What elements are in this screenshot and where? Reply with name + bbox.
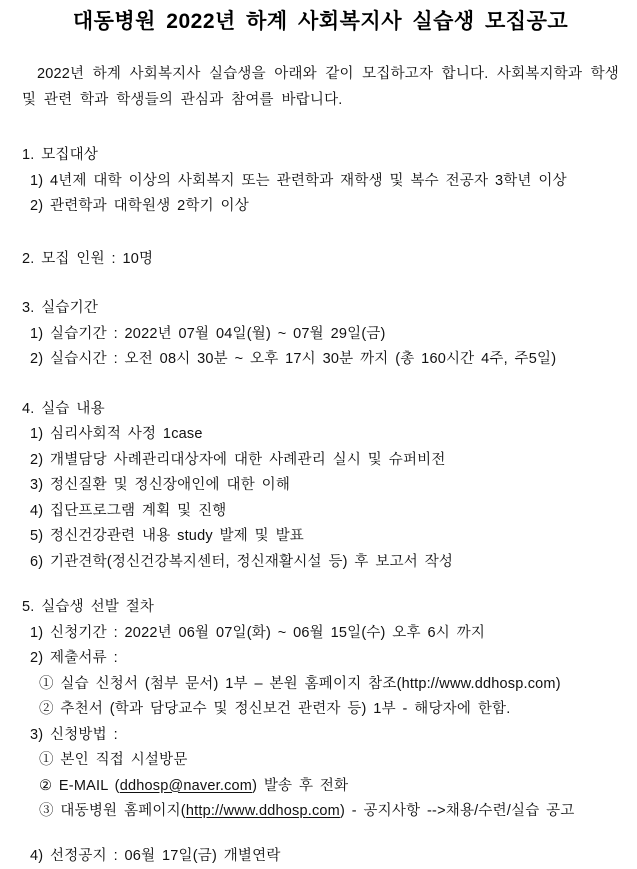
method-label-line: 3) 신청방법 : [22,723,619,749]
homepage-link[interactable]: http://www.ddhosp.com [186,803,340,819]
list-item: 5) 정신건강관련 내용 study 발제 및 발표 [22,524,619,550]
section-heading: 1. 모집대상 [22,143,619,169]
homepage-suffix-text: ) - 공지사항 -->채용/수련/실습 공고 [340,803,575,819]
document-item: ① 실습 신청서 (첨부 문서) 1부 – 본원 홈페이지 참조(http://www.ddhosp.com) [22,672,619,698]
apply-period-line: 1) 신청기간 : 2022년 06월 07일(화) ~ 06월 15일(수) 오후 6시 까지 [22,621,619,647]
document-item: ② 추천서 (학과 담당교수 및 정신보건 관련자 등) 1부 - 해당자에 한함. [22,697,619,723]
list-item: 2) 관련학과 대학원생 2학기 이상 [22,194,619,220]
section-heading: 5. 실습생 선발 절차 [22,595,619,621]
section-selection-procedure [22,595,619,869]
list-item: 2) 실습시간 : 오전 08시 30분 ~ 오후 17시 30분 까지 (총 160시간 4주, 주5일) [22,347,619,373]
section-recruitment-target [22,143,619,220]
list-item: 2) 개별담당 사례관리대상자에 대한 사례관리 실시 및 슈퍼비전 [22,448,619,474]
section-recruitment-count [22,247,619,273]
section-heading: 4. 실습 내용 [22,397,619,423]
method-item-visit: ① 본인 직접 시설방문 [22,748,619,774]
list-item: 1) 실습기간 : 2022년 07월 04일(월) ~ 07월 29일(금) [22,322,619,348]
list-item: 6) 기관견학(정신건강복지센터, 정신재활시설 등) 후 보고서 작성 [22,550,619,576]
homepage-prefix-text: ③ 대동병원 홈페이지( [39,803,186,819]
section-heading: 2. 모집 인원 : 10명 [22,247,619,273]
method-item-email [22,774,619,800]
documents-label-line: 2) 제출서류 : [22,646,619,672]
selection-notice-line: 4) 선정공지 : 06월 17일(금) 개별연락 [22,844,619,869]
list-item: 1) 4년제 대학 이상의 사회복지 또는 관련학과 재학생 및 복수 전공자 3학년 이상 [22,169,619,195]
list-item: 3) 정신질환 및 정신장애인에 대한 이해 [22,473,619,499]
section-heading: 3. 실습기간 [22,296,619,322]
email-suffix-text: ) 발송 후 전화 [252,778,348,794]
intro-paragraph: 2022년 하계 사회복지사 실습생을 아래와 같이 모집하고자 합니다. 사회복지학과 학생 및 관련 학과 학생들의 관심과 참여를 바랍니다. [22,61,619,113]
email-link[interactable]: ddhosp@naver.com [120,778,252,794]
page-title: 대동병원 2022년 하계 사회복지사 실습생 모집공고 [22,8,619,36]
method-item-homepage [22,799,619,825]
list-item: 4) 집단프로그램 계획 및 진행 [22,499,619,525]
section-training-period [22,296,619,373]
email-prefix-text: ② E-MAIL ( [39,778,120,794]
section-training-content [22,397,619,576]
list-item: 1) 심리사회적 사정 1case [22,422,619,448]
